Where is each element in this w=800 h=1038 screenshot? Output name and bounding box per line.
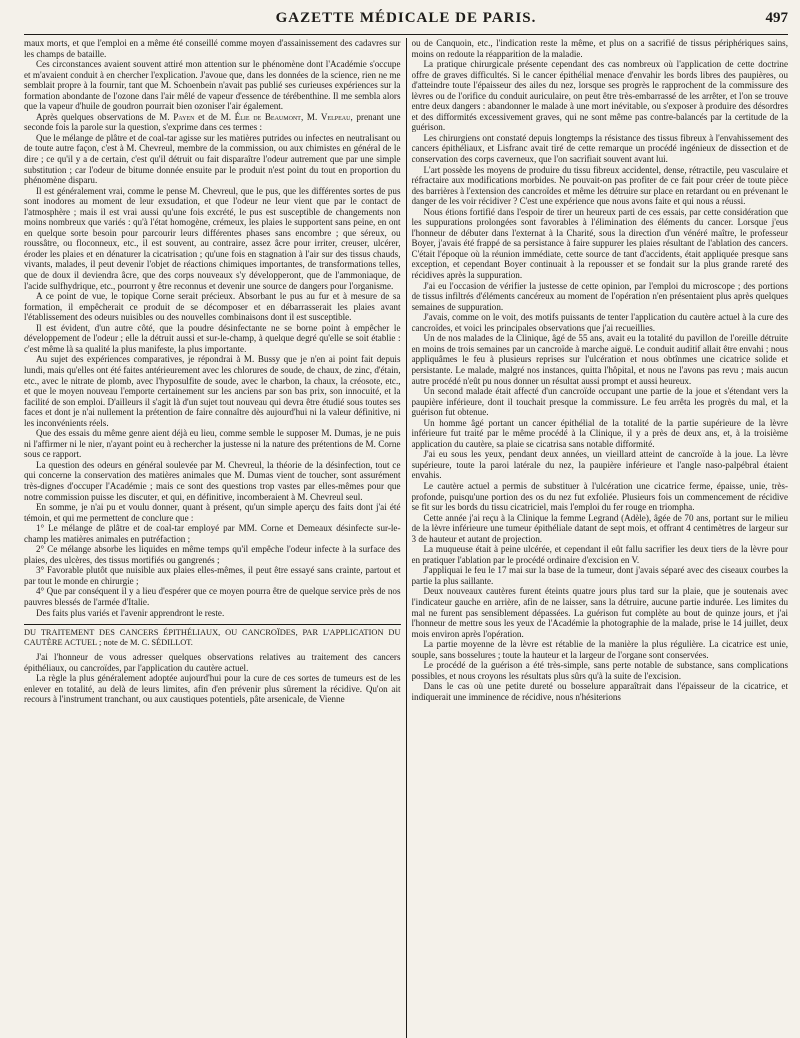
paragraph: Il est généralement vrai, comme le pense M. Chevreul, que le pus, que les différentes sortes de pus sont inodores au moment de leur exsudation, et que l'odeur ne leur vient que par le contact de l'atmosphère ; mais il est vrai aussi qu'une fois excrété, le pus est susceptible de changements non moins nombreux que variés : qu'à l'état homogène, crémeux, les plaies le supportent sans peine, en ont en quelque sorte besoin pour parcourir leurs différentes phases sans encombre ; que séreux, ou roussâtre, ou floconneux, etc., il est souvent, au contraire, assez âcre pour irriter, creuser, ulcérer, éroder les plaies et en dénaturer la cicatrisation ; qu'une fois en stagnation à l'air sur des tissus chauds, vivants, malades, il peut devenir l'objet de réactions chimiques importantes, de transformations telles, que de doux il deviendra âcre, que des corps nouveaux s'y développeront, que de l'ammoniaque, de l'acide sulfhydrique, etc., pourront y être reconnus et devenir une source de dangers pour l'organisme.	[24, 185, 401, 291]
paragraph: A ce point de vue, le topique Corne serait précieux. Absorbant le pus au fur et à mesure de sa formation, il empêcherait ce produit de se décomposer et en débarrasserait les plaies avant l'établissement des odeurs nuisibles ou des nouvelles combinaisons dont il est susceptible.	[24, 291, 401, 323]
paragraph: J'ai l'honneur de vous adresser quelques observations relatives au traitement des cancers épithéliaux, ou cancroïdes, par l'application du cautère actuel.	[24, 652, 401, 673]
paragraph: Un homme âgé portant un cancer épithélial de la totalité de la partie supérieure de la lèvre inférieure fut traité par le même procédé à la Clinique, il y a près de deux ans, et, à la troisième application du cautère, sa plaie se cicatrisa sans notable difformité.	[411, 417, 788, 449]
paragraph: 4° Que par conséquent il y a lieu d'espérer que ce moyen pourra être de quelque service près de nos pauvres blessés de l'armée d'Italie.	[24, 586, 401, 607]
article-title: DU TRAITEMENT DES CANCERS ÉPITHÉLIAUX, OU CANCROÏDES, PAR L'APPLICATION DU CAUTÈRE ACTUEL ; note de M. C. SÉDILLOT.	[24, 624, 401, 648]
paragraph: J'avais, comme on le voit, des motifs puissants de tenter l'application du cautère actuel à la cure des cancroïdes, et voici les principales observations que j'ai recueillies.	[411, 312, 788, 333]
paragraph: J'appliquai le feu le 17 mai sur la base de la tumeur, dont j'avais séparé avec des ciseaux courbes la partie la plus saillante.	[411, 565, 788, 586]
paragraph: Cette année j'ai reçu à la Clinique la femme Legrand (Adèle), âgée de 70 ans, portant sur le milieu de la lèvre inférieure une tumeur épithéliale datant de sept mois, et offrant 4 centimètres de largeur sur 3 de hauteur et autant de projection.	[411, 512, 788, 544]
paragraph: La muqueuse était à peine ulcérée, et cependant il eût fallu sacrifier les deux tiers de la lèvre pour en pratiquer l'ablation par le procédé ordinaire d'excision en V.	[411, 544, 788, 565]
paragraph: Après quelques observations de M. Payen et de M. Élie de Beaumont, M. Velpeau, prenant une seconde fois la parole sur la question, s'exprime dans ces termes :	[24, 111, 401, 133]
column-divider	[406, 38, 407, 1038]
paragraph: Un de nos malades de la Clinique, âgé de 55 ans, avait eu la totalité du pavillon de l'oreille détruite en moins de trois semaines par un cancroïde à marche aiguë. Le conduit auditif allait être envahi ; nous appliquâmes le feu à plusieurs reprises sur l'ulcération et nous obtînmes une cicatrice solide et persistante. Le malade, malgré nos instances, quitta l'hôpital, et nous ne l'avons pas revu ; mais aucun autre procédé n'eût pu nous donner un résultat aussi prompt et aussi heureux.	[411, 333, 788, 386]
page-header	[24, 10, 788, 32]
paragraph: Il est évident, d'un autre côté, que la poudre désinfectante ne se borne point à empêcher le développement de l'odeur ; elle la détruit aussi et sur-le-champ, à quelque degré qu'elle se soit établie : c'est même là sa qualité la plus manifeste, la plus importante.	[24, 322, 401, 354]
paragraph: En somme, je n'ai pu et voulu donner, quant à présent, qu'un simple aperçu des faits dont j'ai été témoin, et qui me permettent de conclure que :	[24, 502, 401, 523]
paragraph: 2° Ce mélange absorbe les liquides en même temps qu'il empêche l'odeur infecte à la surface des plaies, des ulcères, des tissus mortifiés ou gangrenés ;	[24, 544, 401, 565]
paragraph: Que des essais du même genre aient déjà eu lieu, comme semble le supposer M. Dumas, je ne puis ni l'affirmer ni le nier, n'ayant point eu à rechercher la justesse ni la nature des prétentions de M. Corne sous ce rapport.	[24, 428, 401, 460]
paragraph: La pratique chirurgicale présente cependant des cas nombreux où l'application de cette doctrine offre de graves difficultés. Si le cancer épithélial menace d'envahir les bords libres des paupières, ou d'atteindre toute l'épaisseur des ailes du nez, lorsque ses progrès le rapprochent de la commissure des lèvres ou de l'orifice du conduit auriculaire, on peut être très-embarrassé de les arrêter, et l'on se trouve entre deux dangers : abandonner le malade à une mort inévitable, ou s'exposer à produire des désordres et des difformités excessivement graves, qui ne sont même pas contre-balancés par la certitude de la guérison.	[411, 59, 788, 133]
paragraph: Deux nouveaux cautères furent éteints quatre jours plus tard sur la plaie, que je soutenais avec l'indicateur gauche en arrière, afin de ne laisser, sans la détruire, aucune partie indurée. Les limites du mal ne furent pas sensiblement dépassées. La guérison fut complète au bout de quinze jours, et j'ai l'honneur de mettre sous les yeux de l'Académie la photographie de la malade, prise le 14 juillet, deux mois environ après l'opération.	[411, 586, 788, 639]
paragraph: Nous étions fortifié dans l'espoir de tirer un heureux parti de ces essais, par cette considération que les suppurations prolongées sont favorables à l'élimination des éléments du cancer. Lorsque j'eus l'honneur de débuter dans l'externat à la Charité, sous la direction d'un vénéré maître, le professeur Boyer, j'avais été frappé de sa persistance à faire suppurer les plaies résultant de l'ablation des cancers. C'était l'époque où la réunion immédiate, cette source de tant d'accidents, était appliquée presque sans exception, et cependant Boyer continuait à la repousser et se fondait sur la plus grande rareté des récidives après la suppuration.	[411, 206, 788, 281]
paragraph: 3° Favorable plutôt que nuisible aux plaies elles-mêmes, il peut être essayé sans crainte, partout et par tout le monde en chirurgie ;	[24, 565, 401, 586]
paragraph: Les chirurgiens ont constaté depuis longtemps la résistance des tissus fibreux à l'envahissement des cancers épithéliaux, et Lisfranc avait tiré de cette remarque un procédé ingénieux de dissection et de conservation des corps caverneux, que l'on sacrifiait souvent avant lui.	[411, 132, 788, 165]
paragraph: 1° Le mélange de plâtre et de coal-tar employé par MM. Corne et Demeaux désinfecte sur-le-champ les matières animales en putréfaction ;	[24, 523, 401, 544]
header-rule	[24, 34, 788, 35]
paragraph: maux morts, et que l'emploi en a même été conseillé comme moyen d'assainissement des cadavres sur les champs de bataille.	[24, 38, 401, 59]
paragraph: Un second malade était affecté d'un cancroïde occupant une partie de la joue et s'étendant vers la paupière inférieure, dont il touchait presque la commissure. Le feu arrêta les progrès du mal, et la guérison fut obtenue.	[411, 386, 788, 418]
paragraph: Ces circonstances avaient souvent attiré mon attention sur le phénomène dont l'Académie s'occupe et m'avaient conduit à en chercher l'explication. J'avoue que, dans les données de la science, rien ne me semblait propre à la fournir, tant que M. Schoenbein n'avait pas publié ses curieuses expériences sur la formation abondante de l'ozone dans l'air mêlé de vapeur d'essence de térébenthine. Il me sembla alors que la vapeur d'huile de goudron pourrait bien ozoniser l'air également.	[24, 59, 401, 112]
paragraph: Des faits plus variés et l'avenir apprendront le reste.	[36, 607, 225, 618]
columns	[24, 38, 788, 1038]
right-column	[412, 38, 789, 1038]
paragraph: Au sujet des expériences comparatives, je répondrai à M. Bussy que je n'en ai point fait depuis lundi, mais qu'elles ont été faites antérieurement avec les chlorures de soude, de chaux, de zinc, d'étain, etc., avec le nitrate de plomb, avec l'hyposulfite de soude, avec le charbon, la chaux, la créosote, etc., et que le moyen nouveau l'emporte certainement sur les anciens par son bas prix, son innocuité, et la facilité de son emploi. D'ailleurs il s'agit là d'un sujet tout nouveau qui devra être étudié sous toutes ses faces et dont je n'ai nullement la prétention de faire connaître dès aujourd'hui ni la valeur définitive, ni les inconvénients réels.	[24, 354, 401, 428]
paragraph: J'ai eu l'occasion de vérifier la justesse de cette opinion, par l'emploi du microscope ; des portions de tissus infiltrés d'éléments cancéreux au moment de l'opération n'en présentaient plus après quelques semaines de suppuration.	[411, 280, 788, 312]
page-number: 497	[765, 10, 788, 26]
paragraph: La règle la plus généralement adoptée aujourd'hui pour la cure de ces sortes de tumeurs est de les enlever en totalité, au delà de leurs limites, afin d'en prévenir plus sûrement la récidive. Qu'on ait recours à l'instrument tranchant, ou aux caustiques potentiels, pâte arsenicale, de Vienne	[24, 673, 401, 705]
paragraph: ou de Canquoin, etc., l'indication reste la même, et plus on a sacrifié de tissus périphériques sains, moins on redoute la réapparition de la maladie.	[411, 38, 788, 59]
paragraph: Le cautère actuel a permis de substituer à l'ulcération une cicatrice ferme, épaisse, unie, très-profonde, puisqu'une portion des os du nez fut exfoliée. Plusieurs fois un commencement de récidive se fit sur les bords du tissu cicatriciel, mais l'emploi du fer rouge en triompha.	[411, 480, 788, 513]
paragraph: Que le mélange de plâtre et de coal-tar agisse sur les matières putrides ou infectes en neutralisant ou de toute autre façon, c'est à M. Chevreul, membre de la commission, ou aux chimistes en général de le dire ; ce qu'il y a de certain, c'est qu'il détruit ou fait disparaître l'odeur autrement que par une simple substitution ; car l'odeur de bitume donnée ensuite par le produit n'est point du tout en proportion du phénomène disparu.	[24, 132, 401, 186]
journal-title: GAZETTE MÉDICALE DE PARIS.	[275, 10, 537, 26]
paragraph: L'art possède les moyens de produire du tissu fibreux accidentel, dense, rétractile, peu vasculaire et réfractaire aux modifications morbides. Ne pouvait-on pas profiter de ce fait pour créer de toute pièce des barrières à l'extension des cancroïdes et même les détruire sur place en retardant ou en prévenant le danger de les voir récidiver ? C'est une expérience que nous avons faite et qui nous a réussi.	[411, 164, 788, 207]
paragraph: J'ai eu sous les yeux, pendant deux années, un vieillard atteint de cancroïde à la joue. La lèvre supérieure, toute la paroi latérale du nez, la paupière inférieure et l'angle naso-palpébral étaient envahis.	[411, 449, 788, 481]
left-column	[24, 38, 401, 1038]
paragraph: Dans le cas où une petite dureté ou bosselure apparaîtrait dans l'épaisseur de la cicatrice, et indiquerait une imminence de récidive, nous n'hésiterions	[411, 681, 788, 702]
paragraph: Le procédé de la guérison a été très-simple, sans perte notable de substance, sans complications possibles, et nous croyons les résultats plus sûrs qu'à la suite de l'excision.	[411, 660, 788, 681]
paragraph: La question des odeurs en général soulevée par M. Chevreul, la théorie de la désinfection, tout ce qui concerne la conservation des matières animales que M. Dumas vient de toucher, sont assurément très-dignes d'occuper l'Académie ; mais ce sont des questions trop vastes par elles-mêmes pour que notre commission puisse les discuter, et qui, en définitive, incomberaient à M. Chevreul seul.	[24, 459, 401, 502]
paragraph: La partie moyenne de la lèvre est rétablie de la manière la plus régulière. La cicatrice est unie, souple, sans bosselures ; toute la hauteur et la largeur de l'organe sont conservées.	[411, 639, 788, 660]
